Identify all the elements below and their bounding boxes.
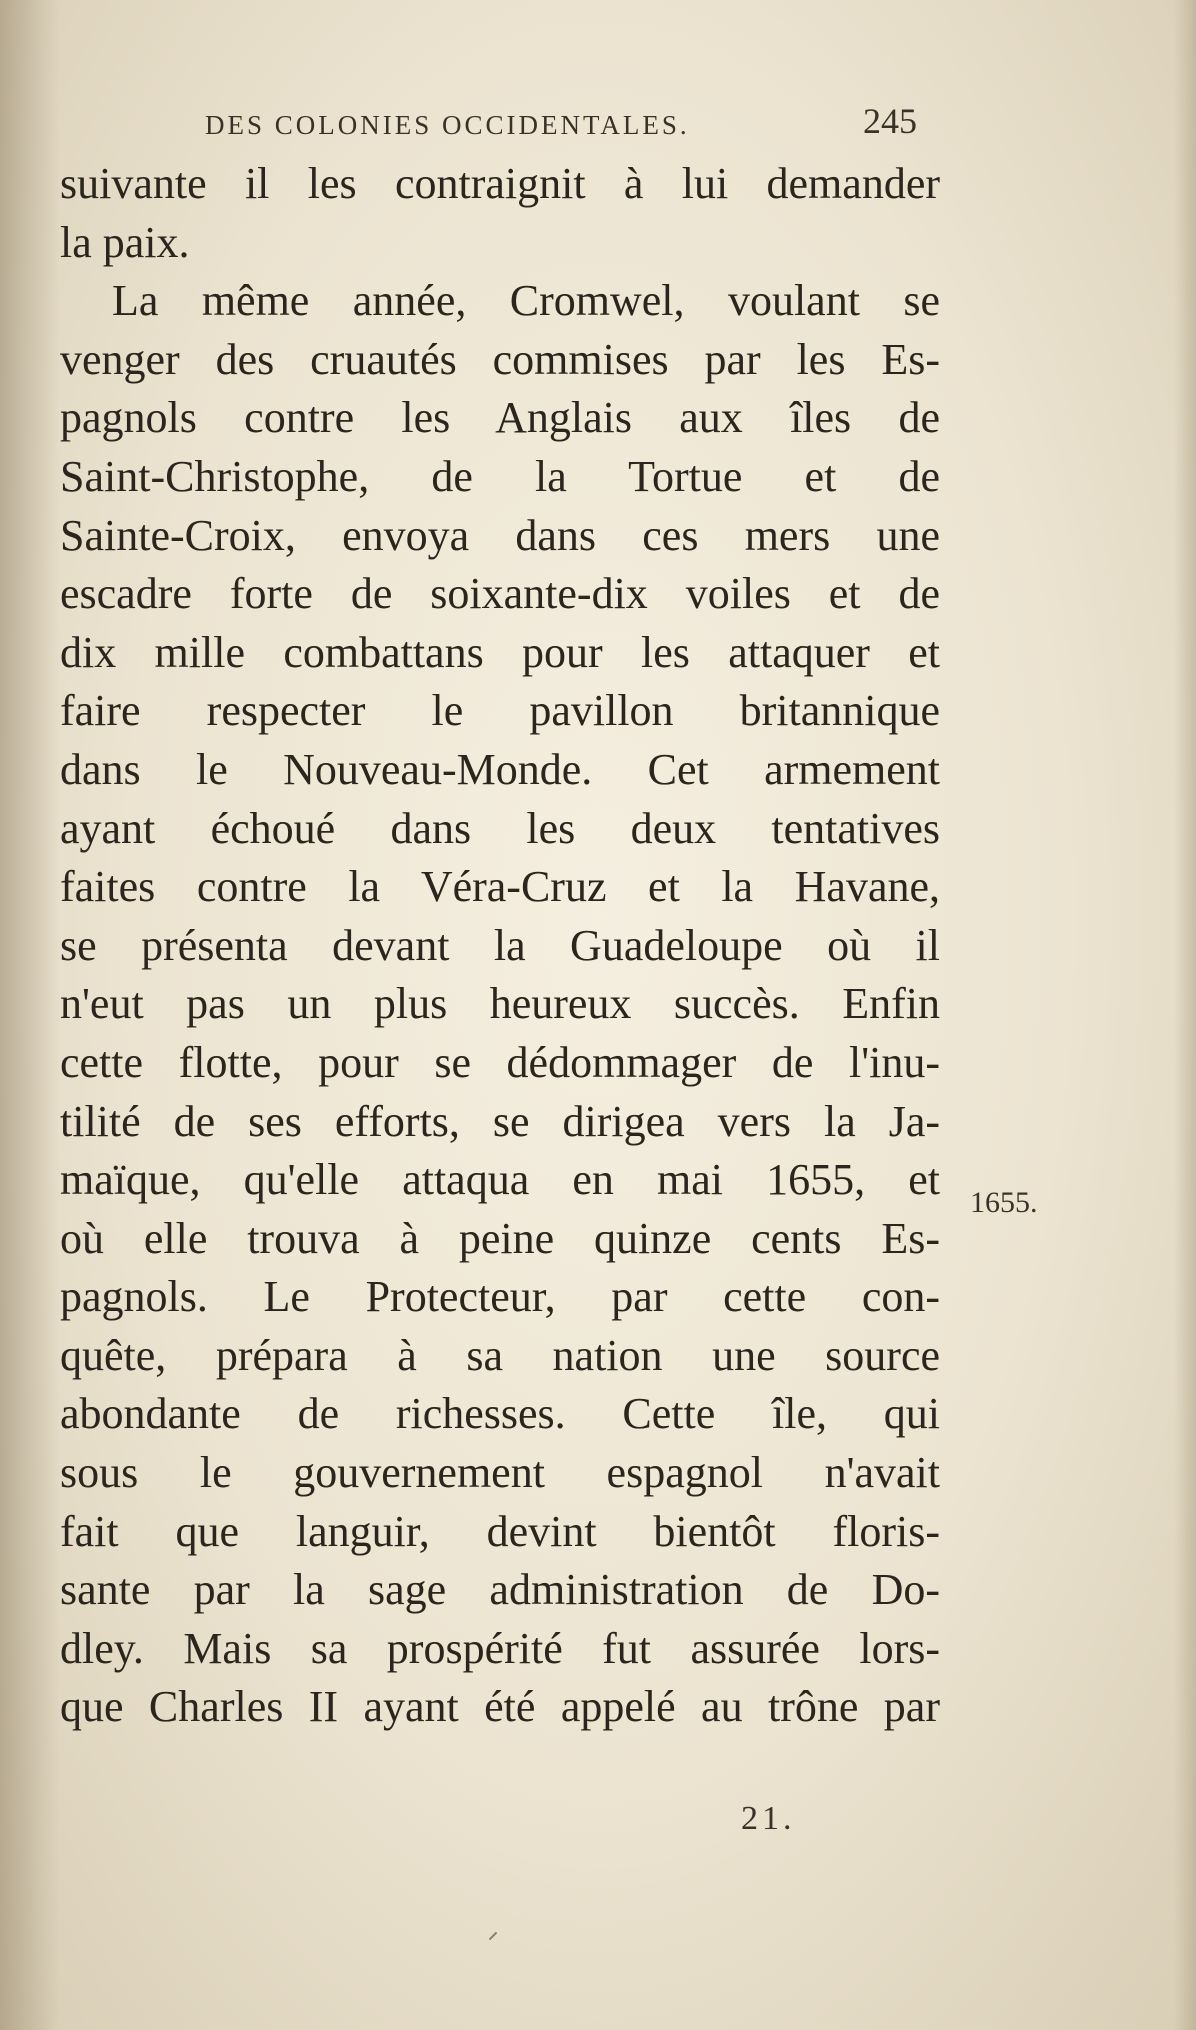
text-line: sante par la sage administration de Do-: [60, 1565, 940, 1615]
text-line: tilité de ses efforts, se dirigea vers la Ja-: [60, 1096, 940, 1146]
text-line: maïque, qu'elle attaqua en mai 1655, et: [60, 1155, 940, 1205]
text-line: faire respecter le pavillon britannique: [60, 686, 940, 736]
text-line: La même année, Cromwel, voulant se: [112, 276, 940, 326]
text-line: abondante de richesses. Cette île, qui: [60, 1389, 940, 1439]
text-line: dans le Nouveau-Monde. Cet armement: [60, 744, 940, 794]
text-line: Sainte-Croix, envoya dans ces mers une: [60, 510, 940, 560]
text-line: dley. Mais sa prospérité fut assurée lors-: [60, 1623, 940, 1673]
stray-ink-mark: [489, 1932, 497, 1940]
text-line: où elle trouva à peine quinze cents Es-: [60, 1213, 940, 1263]
body-text: [60, 155, 940, 1737]
text-line: escadre forte de soixante-dix voiles et de: [60, 569, 940, 619]
text-line: suivante il les contraignit à lui demander: [60, 159, 940, 208]
page-number: 245: [863, 101, 917, 141]
text-line: pagnols contre les Anglais aux îles de: [60, 393, 940, 443]
margin-note-year: 1655.: [970, 1186, 1038, 1219]
text-line: cette flotte, pour se dédommager de l'inu-: [60, 1037, 940, 1087]
text-line: faites contre la Véra-Cruz et la Havane,: [60, 862, 940, 912]
text-line: n'eut pas un plus heureux succès. Enfin: [60, 979, 940, 1029]
page-edge-shadow: [1174, 0, 1196, 2030]
text-line: pagnols. Le Protecteur, par cette con-: [60, 1272, 940, 1322]
text-line: se présenta devant la Guadeloupe où il: [60, 920, 940, 970]
text-line: que Charles II ayant été appelé au trône par: [60, 1682, 940, 1732]
signature-mark: 21.: [741, 1800, 796, 1837]
text-line: ayant échoué dans les deux tentatives: [60, 803, 940, 853]
running-head: DES COLONIES OCCIDENTALES.: [205, 110, 690, 140]
text-line: Saint-Christophe, de la Tortue et de: [60, 451, 940, 501]
text-line: venger des cruautés commises par les Es-: [60, 334, 940, 384]
text-line: la paix.: [60, 217, 190, 267]
text-line: dix mille combattans pour les attaquer et: [60, 627, 940, 677]
text-line: fait que languir, devint bientôt floris-: [60, 1506, 940, 1556]
gutter-shadow: [0, 0, 60, 2030]
text-line: quête, prépara à sa nation une source: [60, 1330, 940, 1380]
text-line: sous le gouvernement espagnol n'avait: [60, 1448, 940, 1498]
